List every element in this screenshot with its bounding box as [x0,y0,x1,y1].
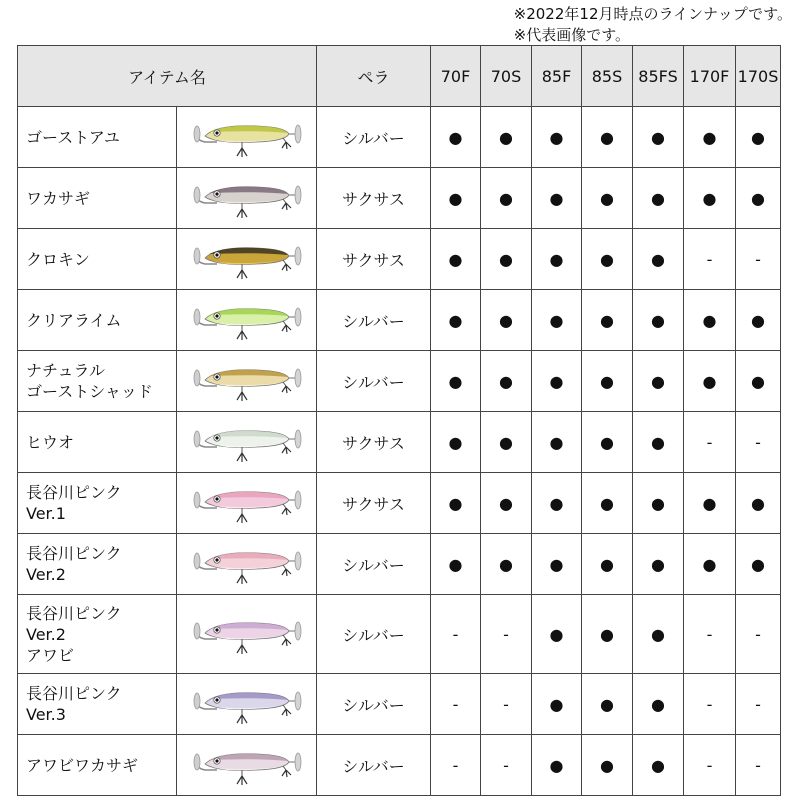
table-row [18,229,781,290]
unavailable-mark: - [431,735,481,796]
available-mark: ● [582,229,633,290]
header-size-85s: 85S [582,46,633,107]
available-mark: ● [582,412,633,473]
table-row [18,534,781,595]
lure-image [187,417,307,467]
lure-image-cell [177,735,317,796]
header-row [18,46,781,107]
lure-image-cell [177,534,317,595]
available-mark: ● [431,290,481,351]
unavailable-mark: - [684,229,736,290]
available-mark: ● [582,168,633,229]
available-mark: ● [736,107,781,168]
table-row [18,412,781,473]
pera-value: シルバー [317,674,431,735]
available-mark: ● [582,595,633,674]
available-mark: ● [481,473,532,534]
table-row [18,290,781,351]
header-size-170f: 170F [684,46,736,107]
item-name: 長谷川ピンク Ver.2 アワビ [18,595,177,674]
table-row [18,351,781,412]
item-name: クリアライム [18,290,177,351]
available-mark: ● [532,412,582,473]
available-mark: ● [532,534,582,595]
available-mark: ● [582,107,633,168]
item-name: 長谷川ピンク Ver.1 [18,473,177,534]
lure-image-cell [177,412,317,473]
available-mark: ● [736,290,781,351]
available-mark: ● [736,351,781,412]
pera-value: シルバー [317,735,431,796]
available-mark: ● [633,473,684,534]
available-mark: ● [633,290,684,351]
available-mark: ● [633,595,684,674]
available-mark: ● [431,473,481,534]
lure-image [187,112,307,162]
lineup-table [17,45,781,796]
available-mark: ● [481,229,532,290]
available-mark: ● [431,168,481,229]
available-mark: ● [431,412,481,473]
notes [514,4,792,46]
available-mark: ● [582,735,633,796]
unavailable-mark: - [736,229,781,290]
table-row [18,735,781,796]
available-mark: ● [582,473,633,534]
lure-image [187,478,307,528]
item-name: クロキン [18,229,177,290]
available-mark: ● [481,534,532,595]
available-mark: ● [532,595,582,674]
available-mark: ● [684,290,736,351]
available-mark: ● [736,473,781,534]
unavailable-mark: - [684,735,736,796]
available-mark: ● [481,168,532,229]
available-mark: ● [633,168,684,229]
available-mark: ● [431,351,481,412]
available-mark: ● [633,107,684,168]
available-mark: ● [582,290,633,351]
unavailable-mark: - [736,674,781,735]
unavailable-mark: - [736,735,781,796]
lure-image-cell [177,595,317,674]
available-mark: ● [532,351,582,412]
pera-value: サクサス [317,412,431,473]
lure-image-cell [177,351,317,412]
available-mark: ● [532,735,582,796]
unavailable-mark: - [684,412,736,473]
pera-value: シルバー [317,534,431,595]
unavailable-mark: - [481,595,532,674]
available-mark: ● [481,412,532,473]
item-name: 長谷川ピンク Ver.2 [18,534,177,595]
table-row [18,168,781,229]
available-mark: ● [582,534,633,595]
item-name: 長谷川ピンク Ver.3 [18,674,177,735]
available-mark: ● [684,534,736,595]
available-mark: ● [532,290,582,351]
lure-image [187,356,307,406]
pera-value: シルバー [317,107,431,168]
unavailable-mark: - [431,595,481,674]
available-mark: ● [431,107,481,168]
available-mark: ● [582,351,633,412]
lure-image [187,539,307,589]
lure-image [187,740,307,790]
available-mark: ● [532,168,582,229]
lure-image-cell [177,473,317,534]
note-lineup-date: ※2022年12月時点のラインナップです。 [513,5,792,23]
lure-image-cell [177,674,317,735]
available-mark: ● [582,674,633,735]
item-name: ゴーストアユ [18,107,177,168]
pera-value: サクサス [317,229,431,290]
header-item-name: アイテム名 [18,46,317,107]
available-mark: ● [736,168,781,229]
available-mark: ● [481,107,532,168]
available-mark: ● [633,412,684,473]
lure-image [187,609,307,659]
lure-image-cell [177,229,317,290]
pera-value: サクサス [317,473,431,534]
lure-image [187,679,307,729]
header-size-85fs: 85FS [633,46,684,107]
available-mark: ● [532,229,582,290]
unavailable-mark: - [684,674,736,735]
header-size-170s: 170S [736,46,781,107]
available-mark: ● [684,168,736,229]
lure-image-cell [177,107,317,168]
available-mark: ● [633,351,684,412]
item-name: ワカサギ [18,168,177,229]
available-mark: ● [684,473,736,534]
available-mark: ● [633,735,684,796]
item-name: ヒウオ [18,412,177,473]
lure-image [187,173,307,223]
unavailable-mark: - [481,735,532,796]
unavailable-mark: - [431,674,481,735]
item-name: アワビワカサギ [18,735,177,796]
available-mark: ● [532,473,582,534]
pera-value: シルバー [317,290,431,351]
pera-value: シルバー [317,595,431,674]
available-mark: ● [431,229,481,290]
lure-image [187,295,307,345]
header-pera: ペラ [317,46,431,107]
lure-image-cell [177,168,317,229]
header-size-85f: 85F [532,46,582,107]
available-mark: ● [736,534,781,595]
header-size-70f: 70F [431,46,481,107]
available-mark: ● [633,229,684,290]
pera-value: サクサス [317,168,431,229]
available-mark: ● [481,290,532,351]
available-mark: ● [431,534,481,595]
available-mark: ● [684,351,736,412]
unavailable-mark: - [684,595,736,674]
available-mark: ● [684,107,736,168]
available-mark: ● [633,534,684,595]
table-row [18,595,781,674]
available-mark: ● [532,674,582,735]
unavailable-mark: - [736,412,781,473]
table-row [18,473,781,534]
note-representative-image: ※代表画像です。 [513,26,631,44]
available-mark: ● [481,351,532,412]
lure-image [187,234,307,284]
item-name: ナチュラル ゴーストシャッド [18,351,177,412]
unavailable-mark: - [736,595,781,674]
table-row [18,107,781,168]
header-size-70s: 70S [481,46,532,107]
available-mark: ● [633,674,684,735]
lure-image-cell [177,290,317,351]
available-mark: ● [532,107,582,168]
unavailable-mark: - [481,674,532,735]
pera-value: シルバー [317,351,431,412]
table-row [18,674,781,735]
